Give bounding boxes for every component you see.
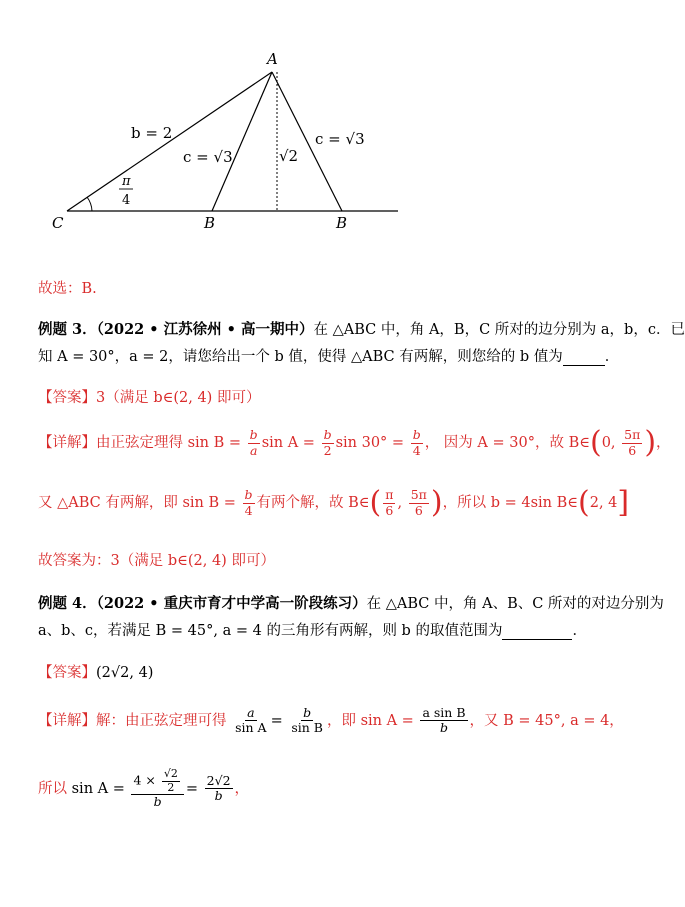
frac-asinB-over-b: $\frac{\text{a sin B}}{b}$	[422, 705, 466, 736]
triangle-figure	[0, 0, 642, 240]
ex3-answer-tag: 【答案】	[38, 390, 96, 406]
ex4-d1-d: ，又 B = 45°, a = 4，	[469, 712, 624, 729]
ex4-text-b-end: ．	[572, 623, 587, 639]
frac-b-over-4: $\frac{b}{4}$	[412, 427, 421, 458]
ex4-line-2	[38, 619, 587, 640]
angle-num: π	[122, 174, 131, 189]
choice-line	[38, 277, 97, 298]
ex4-answer-blank	[502, 623, 572, 640]
frac-pi-over-6: $\frac{\pi}{6}$	[385, 487, 394, 518]
ex3-detail-line-2: 又 △ABC 有两解，即 sin B = $\frac{b}{4}$ 有两个解，故 B∈( $\frac{\pi}{6}$ , $\frac{5\pi}{6}$ )，所以 b = 4sin B∈(2, 4]	[38, 485, 630, 520]
vertex-b2: B	[336, 214, 348, 232]
ex4-source: （2022 • 重庆市育才中学高一阶段练习）	[96, 595, 367, 612]
ex3-detail-tag: 【详解】	[38, 435, 96, 451]
angle-arc	[87, 197, 92, 211]
frac-a-over-sinA: $\frac{a}{\text{sin A}}$	[235, 705, 267, 736]
ex4-answer-tag: 【答案】	[38, 665, 96, 681]
ex3-final: 故答案为：3（满足 b∈(2, 4) 即可）	[38, 553, 275, 569]
ex4-d2-h: ，	[234, 780, 250, 797]
ex3-d2-b: 有两个解，故 B∈	[256, 495, 370, 511]
frac-5pi-over-6: $\frac{5\pi}{6}$	[624, 427, 641, 458]
ex3-d1-f: ，	[656, 435, 671, 451]
frac-2sqrt2-over-b: $\frac{2√2}{b}$	[206, 772, 231, 804]
label-c1: c = √3	[183, 148, 233, 166]
ex4-line-1	[38, 592, 664, 613]
ex4-text-b: a、b、c，若满足 B = 45°, a = 4 的三角形有两解，则 b 的取值范围为	[38, 623, 503, 639]
vertex-a: A	[267, 50, 278, 68]
ex4-d1-b: =	[270, 712, 283, 729]
ex3-d1-d: ， 因为 A = 30°，故 B∈	[424, 435, 590, 451]
ex3-text-b: 知 A = 30°，a = 2，请您给出一个 b 值，使得 △ABC 有两解，则您给的 b 值为	[38, 349, 563, 365]
frac-b-over-sinB: $\frac{b}{\text{sin B}}$	[291, 705, 323, 736]
ex3-text-a: 在 △ABC 中，角 A，B，C 所对的边分别为 a，b，c．已	[313, 322, 685, 338]
frac-nested: 4 × $\frac{√2}{2}$ b	[131, 768, 183, 810]
ex4-d2-f: =	[185, 780, 199, 797]
vertex-c: C	[52, 214, 64, 232]
label-h: √2	[279, 147, 299, 165]
ex4-detail-tag: 【详解】	[38, 712, 96, 729]
label-c2: c = √3	[315, 130, 365, 148]
ex3-text-b-end: ．	[604, 349, 620, 365]
ex3-d2-d: 2, 4	[589, 495, 618, 511]
ex3-detail-line-1: 【详解】由正弦定理得 sin B = $\frac{b}{a}$ sin A = $\frac{b}{2}$ sin 30° = $\frac{b}{4}$ ， 因为 A = 30°，故 B∈(0, $\frac{5\pi}{6}$ )，	[38, 425, 671, 460]
ex4-text-a: 在 △ABC 中，角 A、B、C 所对的对边分别为	[366, 596, 664, 612]
angle-den: 4	[122, 193, 131, 208]
ex3-line-1	[38, 318, 685, 339]
ex4-d1-a: 解：由正弦定理可得	[96, 712, 227, 729]
ex3-d2-a: 又 △ABC 有两解，即 sin B =	[38, 495, 236, 511]
ex4-d1-c: ，即 sin A =	[326, 712, 414, 729]
ex4-detail-line-1	[38, 706, 624, 736]
ex4-answer-line	[38, 661, 153, 682]
frac-b-over-4-2: $\frac{b}{4}$	[244, 487, 253, 518]
ex3-answer-blank	[563, 349, 605, 366]
ex3-title: 例题 3．	[38, 321, 97, 338]
ex3-d1-a: 由正弦定理得 sin B =	[96, 435, 242, 451]
ex4-title: 例题 4．	[38, 595, 97, 612]
ex4-detail-line-2	[38, 768, 249, 810]
ex3-d2-c: ，所以 b = 4sin B∈	[442, 495, 578, 511]
choice-text: 故选：B.	[38, 281, 97, 297]
frac-5pi-over-6-2: $\frac{5\pi}{6}$	[410, 487, 427, 518]
ex3-answer-line	[38, 386, 260, 407]
ex4-answer: (2√2, 4)	[96, 665, 154, 681]
frac-b-over-2: $\frac{b}{2}$	[323, 427, 332, 458]
ex4-d2-a: 所以	[38, 780, 67, 797]
ex4-d2-b: sin A =	[71, 780, 125, 797]
label-b: b = 2	[131, 124, 173, 142]
vertex-b1: B	[204, 214, 216, 232]
ex3-line-2	[38, 345, 619, 366]
ex3-d1-e: 0,	[601, 435, 616, 451]
ex3-d1-c: sin 30° =	[335, 435, 405, 451]
ex3-source: （2022 • 江苏徐州 • 高一期中）	[96, 321, 314, 338]
ex3-final-line	[38, 549, 275, 570]
frac-b-over-a: $\frac{b}{a}$	[249, 427, 258, 458]
ex3-d1-b: sin A =	[261, 435, 315, 451]
ex3-answer: 3（满足 b∈(2, 4) 即可）	[96, 390, 261, 406]
